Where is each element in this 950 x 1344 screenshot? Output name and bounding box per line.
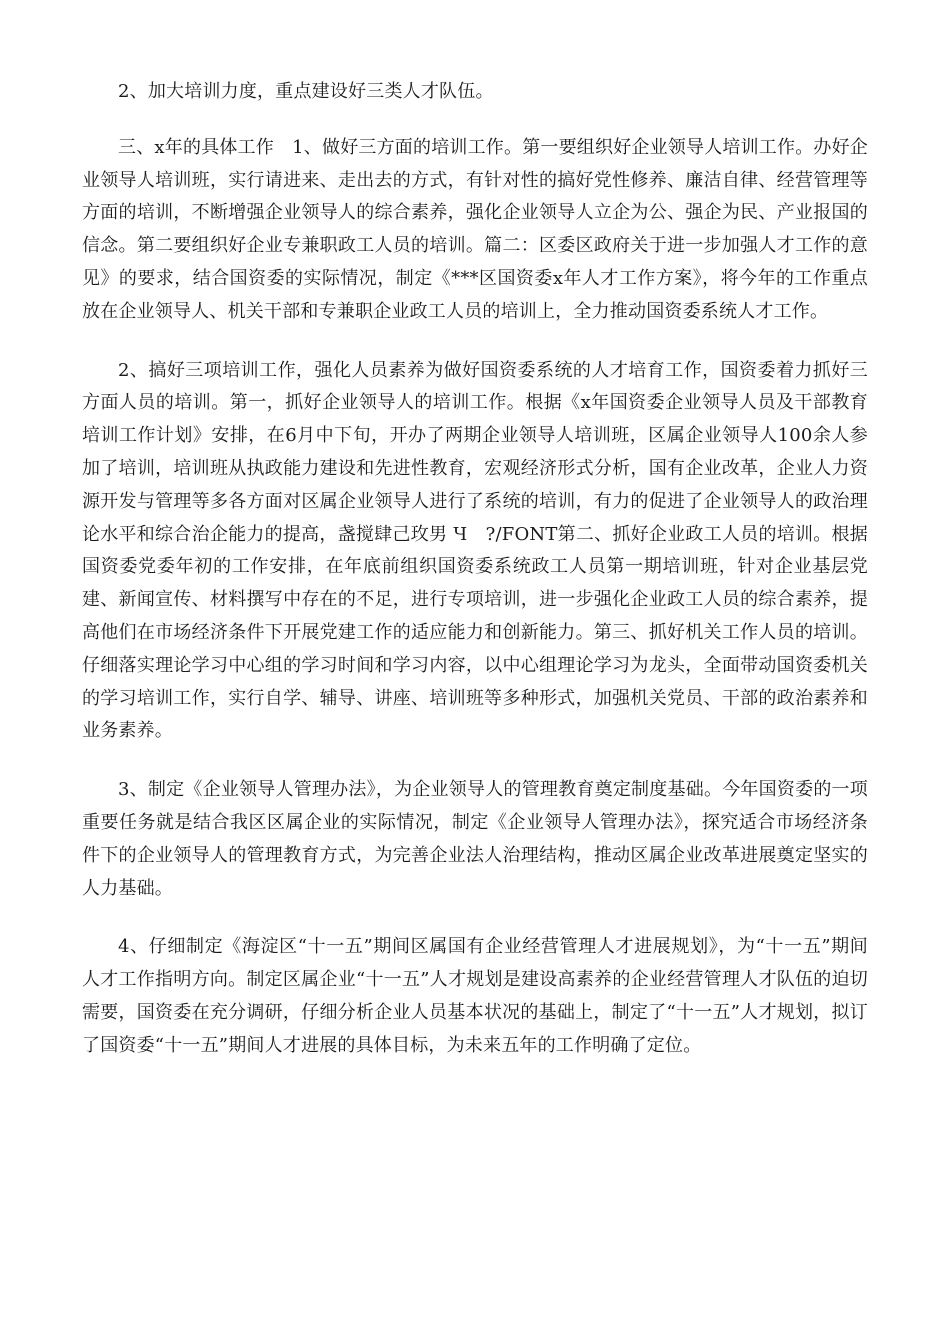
paragraph-management-measures: 3、制定《企业领导人管理办法》，为企业领导人的管理教育奠定制度基础。今年国资委的一项重要任务就是结合我区区属企业的实际情况，制定《企业领导人管理办法》，探究适合市场经济条件下的企业领导人的管理教育方式，为完善企业法人治理结构，推动区属企业改革进展奠定坚实的人力基础。 bbox=[82, 779, 868, 899]
paragraph-specific-work: 三、x年的具体工作 1、做好三方面的培训工作。第一要组织好企业领导人培训工作。办好企业领导人培训班，实行请进来、走出去的方式，有针对性的搞好党性修养、廉洁自律、经营管理等方面的培训，不断增强企业领导人的综合素养，强化企业领导人立企为公、强企为民、产业报国的信念。第二要组织好企业专兼职政工人员的培训。篇二：区委区政府关于进一步加强人才工作的意见》的要求，结合国资委的实际情况，制定《***区国资委x年人才工作方案》，将今年的工作重点放在企业领导人、机关干部和专兼职企业政工人员的培训上，全力推动国资委系统人才工作。 bbox=[82, 136, 868, 322]
paragraph-three-trainings: 2、搞好三项培训工作，强化人员素养为做好国资委系统的人才培育工作，国资委着力抓好三方面人员的培训。第一，抓好企业领导人的培训工作。根据《x年国资委企业领导人员及干部教育培训工作计划》安排，在6月中下旬，开办了两期企业领导人培训班，区属企业领导人100余人参加了培训，培训班从执政能力建设和先进性教育，宏观经济形式分析，国有企业改革，企业人力资源开发与管理等多各方面对区属企业领导人进行了系统的培训，有力的促进了企业领导人的政治理论水平和综合治企能力的提高，盏搅肆己玫男 Ч ?/FONT第二、抓好企业政工人员的培训。根据国资委党委年初的工作安排，在年底前组织国资委系统政工人员第一期培训班，针对企业基层党建、新闻宣传、材料撰写中存在的不足，进行专项培训，进一步强化企业政工人员的综合素养，提高他们在市场经济条件下开展党建工作的适应能力和创新能力。第三、抓好机关工作人员的培训。仔细落实理论学习中心组的学习时间和学习内容，以中心组理论学习为龙头，全面带动国资委机关的学习培训工作，实行自学、辅导、讲座、培训班等多种形式，加强机关党员、干部的政治素养和业务素养。 bbox=[82, 359, 868, 742]
paragraph-talent-plan: 4、仔细制定《海淀区“十一五”期间区属国有企业经营管理人才进展规划》，为“十一五”期间人才工作指明方向。制定区属企业“十一五”人才规划是建设高素养的企业经营管理人才队伍的迫切需要，国资委在充分调研，仔细分析企业人员基本状况的基础上，制定了“十一五”人才规划，拟订了国资委“十一五”期间人才进展的具体目标，为未来五年的工作明确了定位。 bbox=[82, 936, 868, 1056]
paragraph-training-intensity: 2、加大培训力度，重点建设好三类人才队伍。 bbox=[118, 81, 494, 102]
document-body bbox=[82, 76, 868, 1089]
